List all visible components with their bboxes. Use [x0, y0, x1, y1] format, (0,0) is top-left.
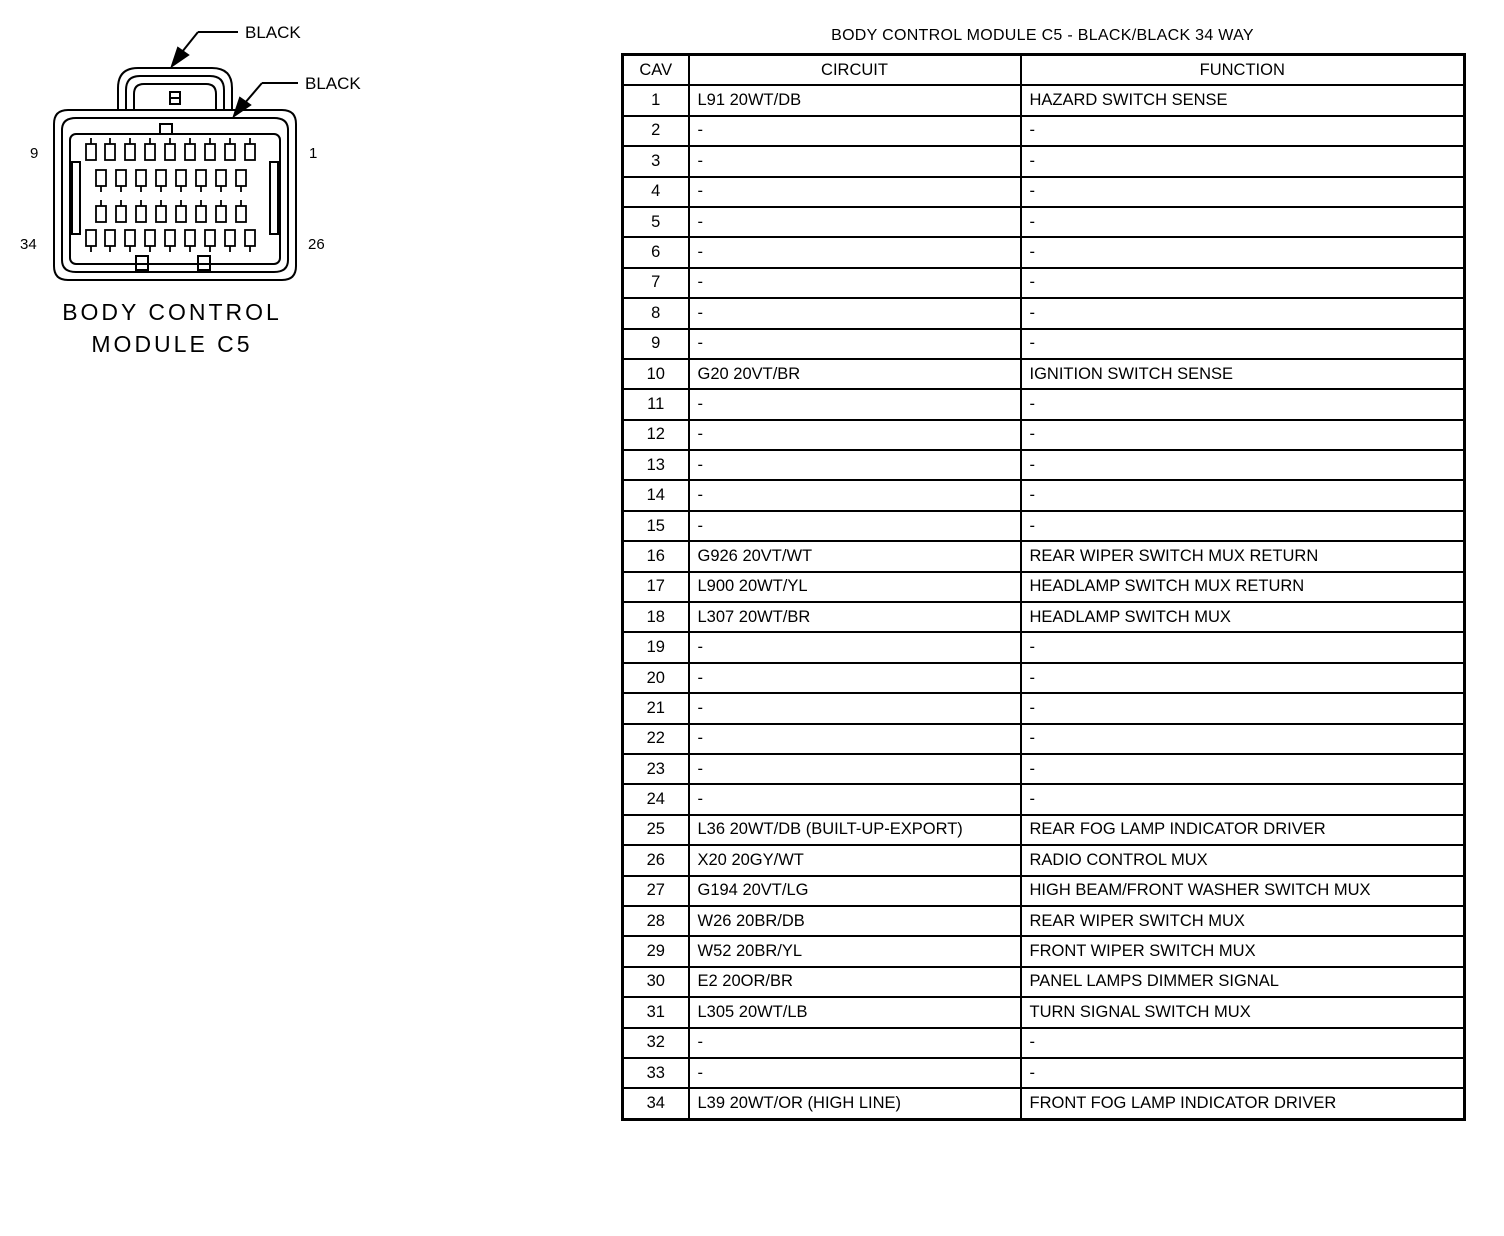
circuit-cell: X20 20GY/WT: [689, 845, 1021, 875]
table-row: [623, 724, 1465, 754]
function-cell: -: [1021, 1028, 1465, 1058]
table-row: [623, 815, 1465, 845]
function-cell: PANEL LAMPS DIMMER SIGNAL: [1021, 967, 1465, 997]
cav-cell: 3: [623, 146, 689, 176]
table-row: [623, 997, 1465, 1027]
pin-label-9: 9: [30, 145, 39, 162]
function-cell: TURN SIGNAL SWITCH MUX: [1021, 997, 1465, 1027]
connector-pin: [86, 230, 96, 246]
table-row: [623, 420, 1465, 450]
cav-cell: 11: [623, 389, 689, 419]
connector-pin: [136, 170, 146, 186]
cav-cell: 6: [623, 237, 689, 267]
table-row: [623, 237, 1465, 267]
pin-label-34: 34: [20, 236, 37, 253]
connector-pin: [156, 170, 166, 186]
circuit-cell: -: [689, 177, 1021, 207]
circuit-cell: E2 20OR/BR: [689, 967, 1021, 997]
connector-pin: [216, 170, 226, 186]
header-function: FUNCTION: [1021, 55, 1465, 86]
circuit-cell: -: [689, 420, 1021, 450]
cav-cell: 33: [623, 1058, 689, 1088]
function-cell: -: [1021, 420, 1465, 450]
table-row: [623, 754, 1465, 784]
cav-cell: 10: [623, 359, 689, 389]
connector-pin: [125, 230, 135, 246]
table-row: [623, 572, 1465, 602]
circuit-cell: G926 20VT/WT: [689, 541, 1021, 571]
cav-cell: 16: [623, 541, 689, 571]
connector-pin: [105, 144, 115, 160]
cav-cell: 26: [623, 845, 689, 875]
connector-pin: [236, 206, 246, 222]
table-row: [623, 693, 1465, 723]
table-row: [623, 876, 1465, 906]
table-row: [623, 967, 1465, 997]
cav-cell: 25: [623, 815, 689, 845]
function-cell: FRONT FOG LAMP INDICATOR DRIVER: [1021, 1088, 1465, 1119]
connector-pin: [216, 206, 226, 222]
connector-pin: [205, 144, 215, 160]
table-row: [623, 298, 1465, 328]
connector-pin: [185, 144, 195, 160]
cav-cell: 19: [623, 632, 689, 662]
table-title: BODY CONTROL MODULE C5 - BLACK/BLACK 34 WAY: [831, 27, 1254, 44]
table-row: [623, 541, 1465, 571]
function-cell: -: [1021, 207, 1465, 237]
cav-cell: 8: [623, 298, 689, 328]
circuit-cell: -: [689, 146, 1021, 176]
connector-pin: [165, 144, 175, 160]
function-cell: -: [1021, 268, 1465, 298]
cav-cell: 5: [623, 207, 689, 237]
header-cav: CAV: [623, 55, 689, 86]
cav-cell: 21: [623, 693, 689, 723]
cav-cell: 1: [623, 85, 689, 115]
function-cell: RADIO CONTROL MUX: [1021, 845, 1465, 875]
circuit-cell: -: [689, 237, 1021, 267]
circuit-cell: -: [689, 450, 1021, 480]
table-row: [623, 146, 1465, 176]
circuit-cell: L36 20WT/DB (BUILT-UP-EXPORT): [689, 815, 1021, 845]
cav-cell: 31: [623, 997, 689, 1027]
circuit-cell: L307 20WT/BR: [689, 602, 1021, 632]
connector-pin: [196, 206, 206, 222]
function-cell: HEADLAMP SWITCH MUX: [1021, 602, 1465, 632]
connector-pin: [136, 206, 146, 222]
function-cell: IGNITION SWITCH SENSE: [1021, 359, 1465, 389]
connector-pin: [96, 170, 106, 186]
table-row: [623, 85, 1465, 115]
connector-pin: [196, 170, 206, 186]
table-row: [623, 1028, 1465, 1058]
circuit-cell: G194 20VT/LG: [689, 876, 1021, 906]
cav-cell: 18: [623, 602, 689, 632]
circuit-cell: -: [689, 693, 1021, 723]
table-row: [623, 450, 1465, 480]
table-row: [623, 936, 1465, 966]
function-cell: -: [1021, 146, 1465, 176]
connector-pin: [176, 170, 186, 186]
connector-pin: [156, 206, 166, 222]
circuit-cell: L305 20WT/LB: [689, 997, 1021, 1027]
connector-pin: [145, 230, 155, 246]
connector-pin: [176, 206, 186, 222]
circuit-cell: -: [689, 268, 1021, 298]
pin-label-1: 1: [309, 145, 318, 162]
function-cell: HAZARD SWITCH SENSE: [1021, 85, 1465, 115]
table-row: [623, 906, 1465, 936]
connector-caption-line2: MODULE C5: [91, 331, 253, 357]
table-row: [623, 1058, 1465, 1088]
circuit-cell: -: [689, 511, 1021, 541]
cav-cell: 34: [623, 1088, 689, 1119]
pin-label-26: 26: [308, 236, 325, 253]
connector-caption-line1: BODY CONTROL: [62, 299, 282, 325]
circuit-cell: -: [689, 1058, 1021, 1088]
cav-cell: 12: [623, 420, 689, 450]
connector-pin-grid: [86, 138, 255, 252]
function-cell: -: [1021, 724, 1465, 754]
connector-pin: [116, 170, 126, 186]
circuit-cell: -: [689, 480, 1021, 510]
cav-cell: 22: [623, 724, 689, 754]
table-row: [623, 602, 1465, 632]
circuit-cell: G20 20VT/BR: [689, 359, 1021, 389]
function-cell: -: [1021, 632, 1465, 662]
connector-pin: [225, 230, 235, 246]
table-row: [623, 177, 1465, 207]
function-cell: -: [1021, 784, 1465, 814]
table-row: [623, 845, 1465, 875]
circuit-cell: -: [689, 784, 1021, 814]
pinout-table: [621, 53, 1466, 1121]
function-cell: -: [1021, 329, 1465, 359]
table-row: [623, 663, 1465, 693]
function-cell: REAR FOG LAMP INDICATOR DRIVER: [1021, 815, 1465, 845]
function-cell: -: [1021, 298, 1465, 328]
circuit-cell: -: [689, 116, 1021, 146]
cav-cell: 30: [623, 967, 689, 997]
table-row: [623, 116, 1465, 146]
table-row: [623, 784, 1465, 814]
table-row: [623, 207, 1465, 237]
header-circuit: CIRCUIT: [689, 55, 1021, 86]
connector-pin: [245, 144, 255, 160]
cav-cell: 17: [623, 572, 689, 602]
cav-cell: 15: [623, 511, 689, 541]
cav-cell: 4: [623, 177, 689, 207]
cav-cell: 9: [623, 329, 689, 359]
function-cell: HEADLAMP SWITCH MUX RETURN: [1021, 572, 1465, 602]
cav-cell: 14: [623, 480, 689, 510]
cav-cell: 24: [623, 784, 689, 814]
connector-pin: [236, 170, 246, 186]
circuit-cell: -: [689, 207, 1021, 237]
cav-cell: 28: [623, 906, 689, 936]
circuit-cell: -: [689, 389, 1021, 419]
circuit-cell: -: [689, 329, 1021, 359]
cav-cell: 29: [623, 936, 689, 966]
circuit-cell: -: [689, 754, 1021, 784]
cav-cell: 23: [623, 754, 689, 784]
table-row: [623, 511, 1465, 541]
function-cell: -: [1021, 693, 1465, 723]
wire-label-right: BLACK: [305, 74, 361, 93]
connector-pin: [205, 230, 215, 246]
function-cell: -: [1021, 754, 1465, 784]
cav-cell: 32: [623, 1028, 689, 1058]
function-cell: -: [1021, 237, 1465, 267]
function-cell: -: [1021, 480, 1465, 510]
circuit-cell: -: [689, 298, 1021, 328]
cav-cell: 7: [623, 268, 689, 298]
table-row: [623, 632, 1465, 662]
cav-cell: 13: [623, 450, 689, 480]
circuit-cell: L39 20WT/OR (HIGH LINE): [689, 1088, 1021, 1119]
table-row: [623, 268, 1465, 298]
function-cell: -: [1021, 450, 1465, 480]
function-cell: -: [1021, 389, 1465, 419]
circuit-cell: -: [689, 663, 1021, 693]
function-cell: -: [1021, 1058, 1465, 1088]
function-cell: REAR WIPER SWITCH MUX: [1021, 906, 1465, 936]
connector-pin: [225, 144, 235, 160]
table-header-row: [623, 55, 1465, 86]
circuit-cell: L91 20WT/DB: [689, 85, 1021, 115]
connector-pin: [105, 230, 115, 246]
cav-cell: 20: [623, 663, 689, 693]
table-row: [623, 329, 1465, 359]
connector-pin: [96, 206, 106, 222]
function-cell: -: [1021, 511, 1465, 541]
connector-pin: [145, 144, 155, 160]
connector-pin: [185, 230, 195, 246]
function-cell: FRONT WIPER SWITCH MUX: [1021, 936, 1465, 966]
table-row: [623, 359, 1465, 389]
table-row: [623, 1088, 1465, 1119]
function-cell: HIGH BEAM/FRONT WASHER SWITCH MUX: [1021, 876, 1465, 906]
function-cell: REAR WIPER SWITCH MUX RETURN: [1021, 541, 1465, 571]
function-cell: -: [1021, 116, 1465, 146]
function-cell: -: [1021, 663, 1465, 693]
connector-pin: [125, 144, 135, 160]
table-row: [623, 389, 1465, 419]
circuit-cell: W52 20BR/YL: [689, 936, 1021, 966]
circuit-cell: L900 20WT/YL: [689, 572, 1021, 602]
wire-label-top: BLACK: [245, 23, 301, 42]
circuit-cell: -: [689, 1028, 1021, 1058]
connector-diagram: [0, 0, 600, 380]
connector-pin: [165, 230, 175, 246]
circuit-cell: -: [689, 632, 1021, 662]
cav-cell: 27: [623, 876, 689, 906]
connector-pin: [245, 230, 255, 246]
connector-pin: [116, 206, 126, 222]
table-row: [623, 480, 1465, 510]
cav-cell: 2: [623, 116, 689, 146]
circuit-cell: W26 20BR/DB: [689, 906, 1021, 936]
connector-pin: [86, 144, 96, 160]
function-cell: -: [1021, 177, 1465, 207]
circuit-cell: -: [689, 724, 1021, 754]
